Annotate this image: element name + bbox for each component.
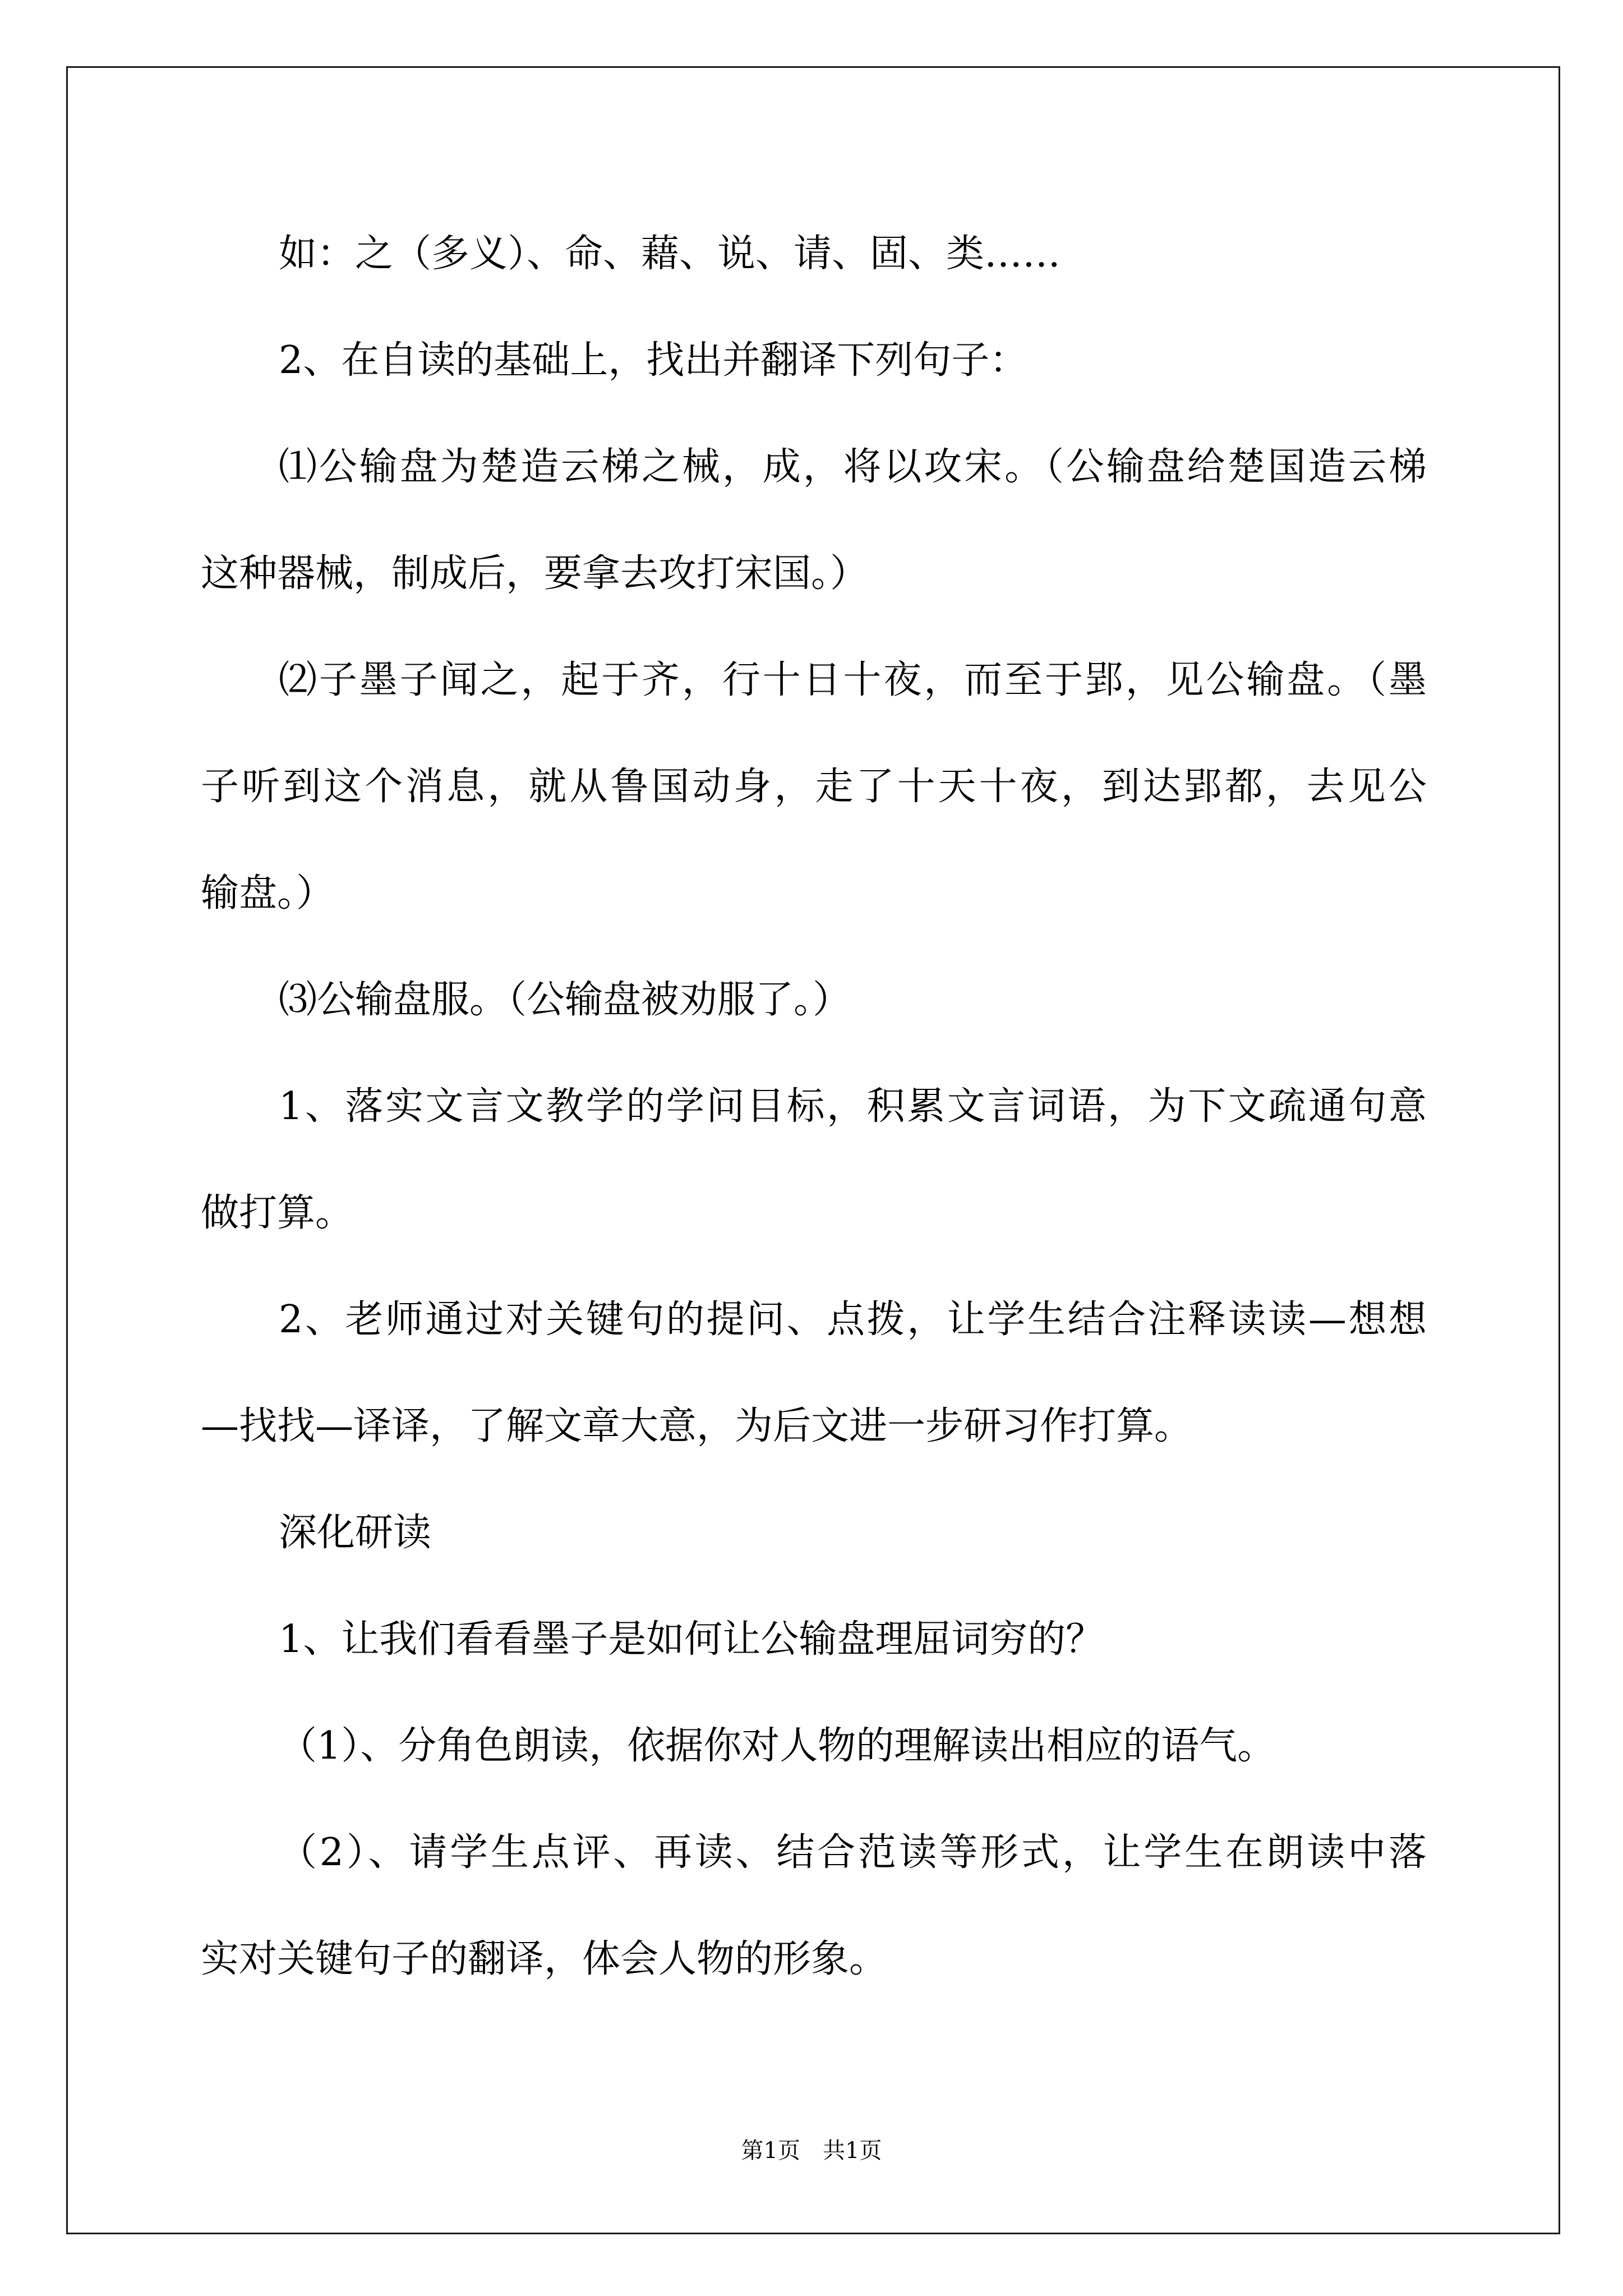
- text-line: 这种器械，制成后，要拿去攻打宋国。）: [201, 551, 869, 596]
- paragraph: [201, 307, 1427, 414]
- paragraph: [201, 1586, 1427, 1693]
- document-body: [201, 201, 1427, 2013]
- section-heading: [201, 1480, 1427, 1586]
- text-line: —找找—译译，了解文章大意，为后文进一步研习作打算。: [201, 1404, 1193, 1448]
- text-line: 做打算。: [201, 1191, 354, 1235]
- paragraph: [201, 201, 1427, 307]
- text-line: ⑴公输盘为楚造云梯之械，成，将以攻宋。（公输盘给楚国造云梯: [279, 445, 1427, 489]
- paragraph: [201, 627, 1427, 947]
- paragraph: [201, 947, 1427, 1053]
- paragraph: [201, 1267, 1427, 1480]
- text-line: 1、让我们看看墨子是如何让公输盘理屈词穷的？: [279, 1617, 1104, 1662]
- text-line: （1）、分角色朗读，依据你对人物的理解读出相应的语气。: [279, 1724, 1276, 1768]
- text-line: 2、在自读的基础上，找出并翻译下列句子：: [279, 338, 1028, 383]
- text-line: 2、老师通过对关键句的提问、点拨，让学生结合注释读读—想想: [279, 1297, 1427, 1342]
- text-line: ⑵子墨子闻之，起于齐，行十日十夜，而至于郢，见公输盘。（墨: [279, 658, 1427, 702]
- text-line: 子听到这个消息，就从鲁国动身，走了十天十夜，到达郢都，去见公: [201, 765, 1427, 809]
- text-line: 如：之（多义）、命、藉、说、请、固、类……: [279, 232, 1061, 276]
- page-footer: 第1页 共1页: [741, 2138, 882, 2164]
- paragraph: [201, 1053, 1427, 1267]
- text-line: ⑶公输盘服。（公输盘被劝服了。）: [279, 978, 851, 1022]
- paragraph: [201, 1800, 1427, 2013]
- text-line: （2）、请学生点评、再读、结合范读等形式，让学生在朗读中落: [279, 1830, 1427, 1875]
- text-line: 1、落实文言文教学的学问目标，积累文言词语，为下文疏通句意: [279, 1084, 1427, 1129]
- text-line: 输盘。）: [201, 871, 335, 915]
- text-line: 实对关键句子的翻译，体会人物的形象。: [201, 1937, 888, 1981]
- text-line: 深化研读: [279, 1511, 432, 1555]
- paragraph: [201, 1693, 1427, 1800]
- paragraph: [201, 414, 1427, 627]
